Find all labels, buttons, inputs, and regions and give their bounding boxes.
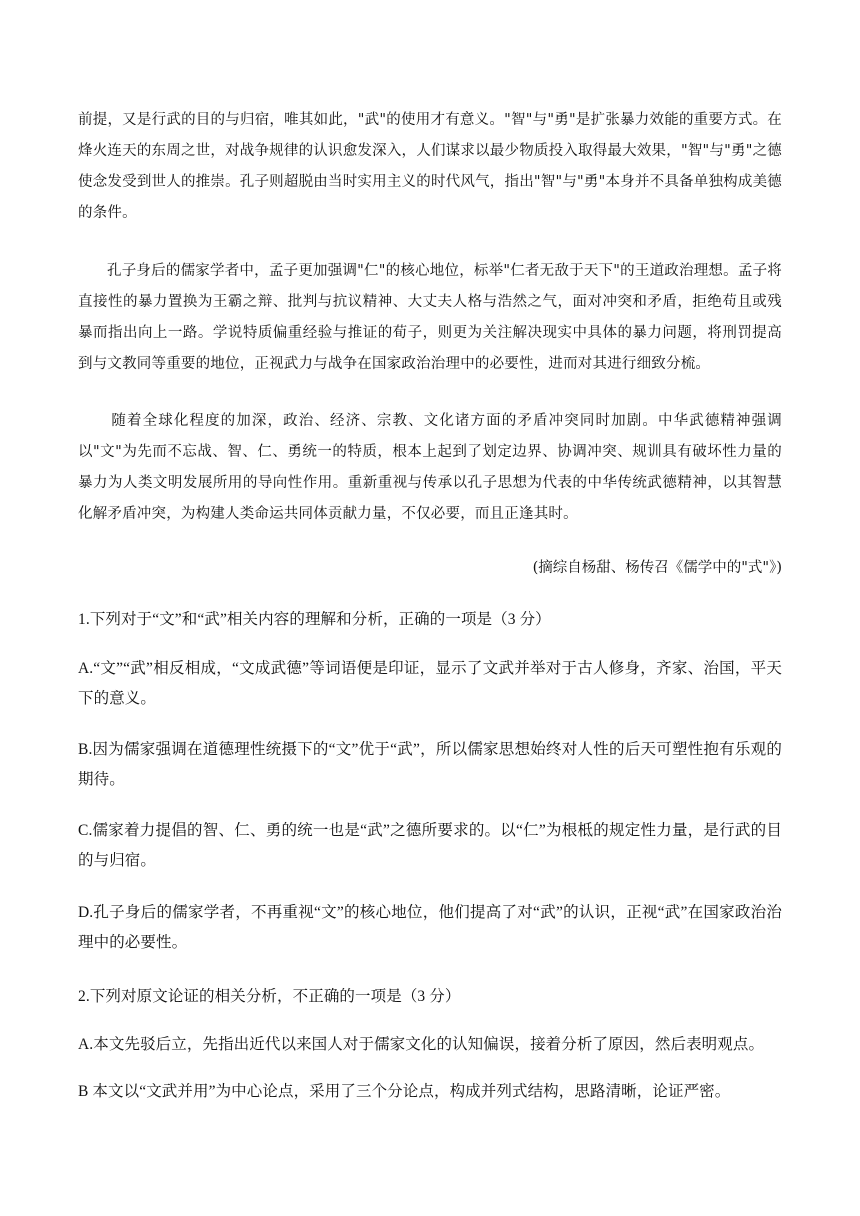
question-1-stem: 1.下列对于“文”和“武”相关内容的理解和分析，正确的一项是（3 分） bbox=[78, 611, 551, 628]
passage-paragraph-2: 孔子身后的儒家学者中，孟子更加强调"仁"的核心地位，标举"仁者无敌于天下"的王道政治理想。孟子将直接性的暴力置换为王霸之辩、批判与抗议精神、大丈夫人格与浩然之气，面对冲突和矛盾，拒绝苟且或残暴而指出向上一路。学说特质偏重经验与推证的荀子，则更为关注解决现实中具体的暴力问题，将刑罚提高到与文教同等重要的地位，正视武力与战争在国家政治治理中的必要性，进而对其进行细致分梳。 bbox=[78, 263, 782, 372]
passage-paragraph-1: 前提，又是行武的目的与归宿，唯其如此，"武"的使用才有意义。"智"与"勇"是扩张暴力效能的重要方式。在烽火连天的东周之世，对战争规律的认识愈发深入，人们谋求以最少物质投入取得最大效果，"智"与"勇"之德使念发受到世人的推崇。孔子则超脱由当时实用主义的时代风气，指出"智"与"勇"本身并不具备单独构成美德的条件。 bbox=[78, 112, 782, 221]
question-1-option-d: D.孔子身后的儒家学者，不再重视“文”的核心地位，他们提高了对“武”的认识，正视“武”在国家政治治理中的必要性。 bbox=[78, 904, 782, 951]
question-2-option-b: B 本文以“文武并用”为中心论点，采用了三个分论点，构成并列式结构，思路清晰，论证严密。 bbox=[78, 1083, 731, 1100]
question-2-stem: 2.下列对原文论证的相关分析，不正确的一项是（3 分） bbox=[78, 988, 461, 1005]
question-2-option-a: A.本文先驳后立，先指出近代以来国人对于儒家文化的认知偏误，接着分析了原因，然后表明观点。 bbox=[78, 1036, 765, 1053]
question-1-option-c: C.儒家着力提倡的智、仁、勇的统一也是“武”之德所要求的。以“仁”为根柢的规定性力量，是行武的目的与归宿。 bbox=[78, 822, 782, 869]
question-1-option-b: B.因为儒家强调在道德理性统摄下的“文”优于“武”，所以儒家思想始终对人性的后天可塑性抱有乐观的期待。 bbox=[78, 741, 782, 788]
passage-paragraph-3: 随着全球化程度的加深，政治、经济、宗教、文化诸方面的矛盾冲突同时加剧。中华武德精神强调以"文"为先而不忘战、智、仁、勇统一的特质，根本上起到了划定边界、协调冲突、规训具有破坏性力量的暴力为人类文明发展所用的导向性作用。重新重视与传承以孔子思想为代表的中华传统武德精神，以其智慧化解矛盾冲突，为构建人类命运共同体贡献力量，不仅必要，而且正逢其时。 bbox=[78, 413, 782, 522]
passage-source: (摘综自杨甜、杨传召《儒学中的"式"》) bbox=[532, 560, 782, 576]
question-1-option-a: A.“文”“武”相反相成，“文成武德”等词语便是印证，显示了文武并举对于古人修身，齐家、治国，平天下的意义。 bbox=[78, 660, 782, 707]
